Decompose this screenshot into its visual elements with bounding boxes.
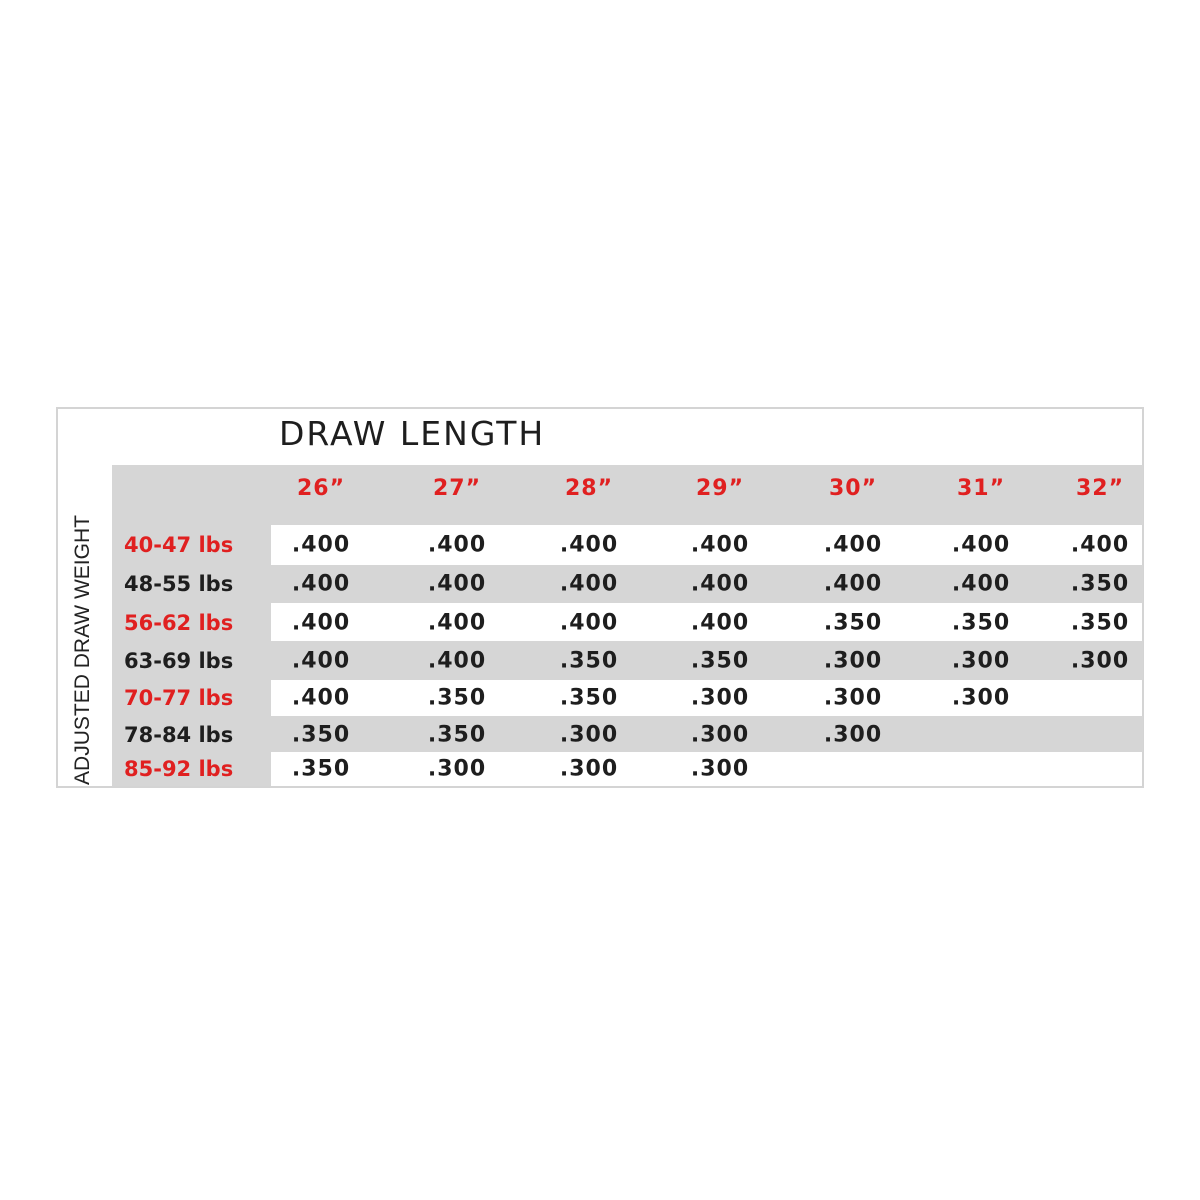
table-cell: .350 — [951, 610, 1011, 636]
table-cell: .400 — [823, 571, 883, 597]
table-cell: .300 — [427, 756, 487, 782]
column-header: 28” — [564, 476, 614, 501]
table-cell: .300 — [823, 685, 883, 711]
table-cell: .400 — [1070, 532, 1130, 558]
row-label: 85-92 lbs — [124, 757, 234, 781]
chart-title: DRAW LENGTH — [279, 414, 546, 453]
table-cell: .400 — [559, 610, 619, 636]
table-cell: .400 — [427, 610, 487, 636]
table-cell: .400 — [951, 532, 1011, 558]
table-cell: .300 — [559, 722, 619, 748]
column-header: 27” — [432, 476, 482, 501]
table-cell: .400 — [291, 648, 351, 674]
table-cell: .400 — [427, 532, 487, 558]
table-cell: .350 — [427, 685, 487, 711]
table-cell: .400 — [291, 610, 351, 636]
column-header: 29” — [695, 476, 745, 501]
row-label: 56-62 lbs — [124, 611, 234, 635]
table-cell: .400 — [291, 532, 351, 558]
row-label: 70-77 lbs — [124, 686, 234, 710]
table-cell: .400 — [291, 571, 351, 597]
table-cell: .400 — [823, 532, 883, 558]
table-cell: .300 — [823, 648, 883, 674]
table-cell: .400 — [951, 571, 1011, 597]
table-cell: .350 — [559, 648, 619, 674]
table-cell: .300 — [823, 722, 883, 748]
table-cell: .350 — [291, 722, 351, 748]
table-cell: .300 — [1070, 648, 1130, 674]
table-cell: .350 — [690, 648, 750, 674]
table-cell: .400 — [559, 532, 619, 558]
table-cell: .300 — [690, 685, 750, 711]
table-cell: .400 — [690, 610, 750, 636]
table-cell: .300 — [951, 685, 1011, 711]
table-cell: .350 — [823, 610, 883, 636]
column-header: 32” — [1075, 476, 1125, 501]
table-cell: .350 — [1070, 610, 1130, 636]
table-cell: .350 — [291, 756, 351, 782]
table-cell: .400 — [291, 685, 351, 711]
row-label: 63-69 lbs — [124, 649, 234, 673]
column-header: 26” — [296, 476, 346, 501]
table-cell: .400 — [690, 571, 750, 597]
row-label: 78-84 lbs — [124, 723, 234, 747]
table-cell: .300 — [951, 648, 1011, 674]
column-header: 30” — [828, 476, 878, 501]
row-label: 48-55 lbs — [124, 572, 234, 596]
table-cell: .400 — [427, 571, 487, 597]
row-label: 40-47 lbs — [124, 533, 234, 557]
table-cell: .300 — [690, 722, 750, 748]
table-cell: .350 — [427, 722, 487, 748]
y-axis-label: ADJUSTED DRAW WEIGHT — [71, 515, 94, 785]
table-cell: .400 — [559, 571, 619, 597]
table-cell: .350 — [1070, 571, 1130, 597]
table-cell: .400 — [690, 532, 750, 558]
table-cell: .350 — [559, 685, 619, 711]
table-cell: .400 — [427, 648, 487, 674]
table-cell: .300 — [559, 756, 619, 782]
table-cell: .300 — [690, 756, 750, 782]
column-header: 31” — [956, 476, 1006, 501]
